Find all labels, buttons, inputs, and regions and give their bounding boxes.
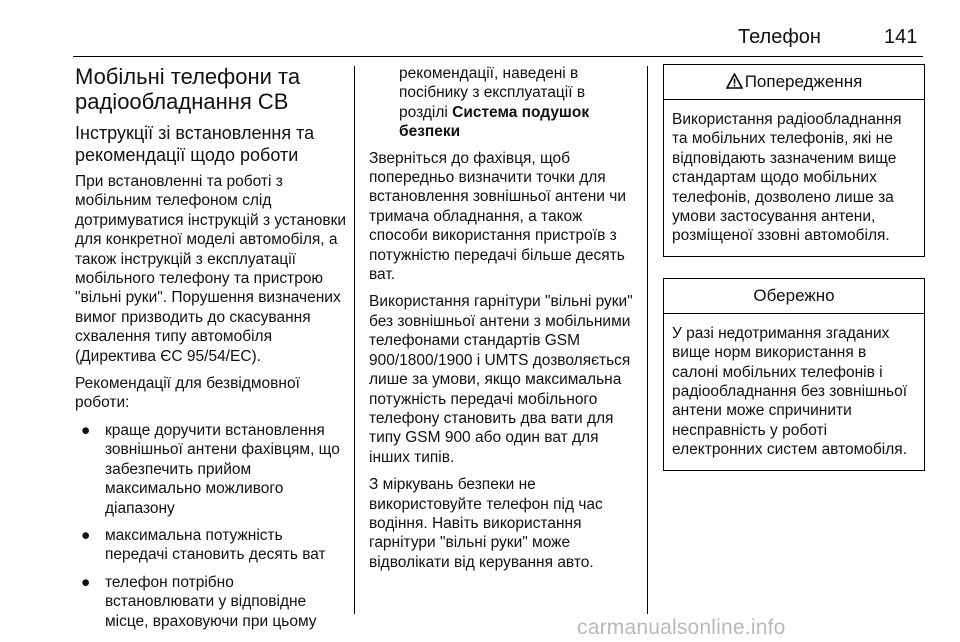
column-1 [75, 64, 347, 639]
paragraph: Рекомендації для безвідмовної роботи: [75, 375, 300, 412]
header-title: Телефон [738, 26, 821, 48]
warning-text: Використання радіообладнання та мобільних телефонів, які не відповідають зазначеним вище стандартам щодо мобільних телефонів, дозволено лише за умови застосування антени, розміщеної ззовні автомобіля. [672, 111, 902, 245]
bullet-icon: ● [81, 526, 91, 544]
list-item: ● максимальна потужність передачі становить десять ват [81, 526, 326, 564]
column-divider-1 [354, 66, 355, 614]
paragraph: При встановленні та роботі з мобільним телефоном слід дотримуватися інструкцій з установки для конкретної моделі автомобіля, а також інструкцій з експлуатації мобільного телефону та пристрою "вільні руки". Порушення визначених вимог призводить до скасування схвалення типу автомобіля (Директива ЄС 95/54/ЕС). [75, 173, 347, 365]
column-2 [369, 64, 634, 580]
caution-text: У разі недотримання згаданих вище норм використання в салоні мобільних телефонів і радіообладнання без зовнішньої антени може спричинити несправність у роботі електронних систем автомобіля. [672, 324, 908, 459]
paragraph: Зверніться до фахівця, щоб попередньо визначити точки для встановлення зовнішньої антени чи тримача обладнання, а також способи використання пристроїв з потужністю передачі більше десять ват. [369, 149, 626, 284]
caution-title: Обережно [664, 279, 924, 314]
list-item: ● телефон потрібно встановлювати у відповідне місце, враховуючи при цьому [81, 573, 317, 630]
column-3 [663, 64, 925, 492]
watermark: carmanualsonline.info [577, 616, 786, 639]
bullet-icon: ● [81, 573, 91, 591]
recommendation-list [75, 421, 347, 631]
caution-box [663, 278, 925, 471]
section-reference: Система подушок безпеки [399, 103, 590, 141]
page-number: 141 [884, 26, 918, 48]
list-item: ● краще доручити встановлення зовнішньої антени фахівцям, що забезпечить прийом максимально можливого діапазону [81, 421, 340, 517]
bullet-icon: ● [81, 421, 91, 439]
paragraph: З міркувань безпеки не використовуйте телефон під час водіння. Навіть використання гарнітури "вільні руки" може відволікати від керування авто. [369, 476, 603, 571]
section-heading: Мобільні телефони та радіообладнання СВ [75, 64, 301, 114]
header-divider [73, 56, 923, 57]
list-item-continuation: рекомендації, наведені в посібнику з експлуатації в розділі Система подушок безпеки [399, 65, 590, 141]
warning-box [663, 64, 925, 257]
subsection-heading: Інструкції зі встановлення та рекомендації щодо роботи [75, 123, 315, 165]
column-divider-2 [647, 66, 648, 614]
warning-title: Попередження [664, 65, 924, 100]
warning-triangle-icon [726, 73, 743, 89]
paragraph: Використання гарнітури "вільні руки" без зовнішньої антени з мобільними телефонами стандартів GSM 900/1800/1900 і UMTS дозволяється лише за умови, якщо максимальна потужність передачі мобільного телефону становить два вати для типу GSM 900 або один ват для інших типів. [369, 293, 633, 466]
